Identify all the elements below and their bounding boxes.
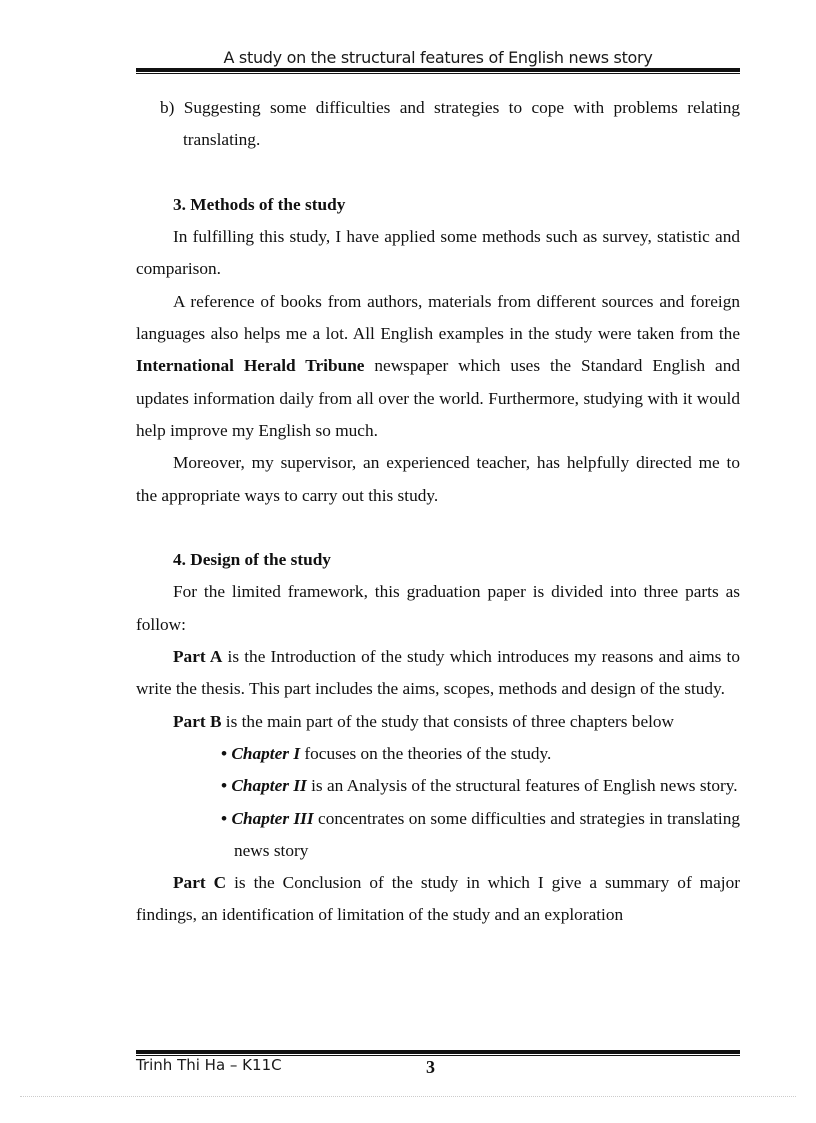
footer-author: Trinh Thi Ha – K11C: [136, 1056, 282, 1074]
list-marker: b): [160, 98, 175, 117]
paragraph-part-c: Part C is the Conclusion of the study in which I give a summary of major findings, an identification of limitation of the study and an exploration: [136, 873, 740, 925]
running-header: A study on the structural features of English news story: [223, 48, 653, 67]
paragraph-part-a: Part A is the Introduction of the study which introduces my reasons and aims to write the thesis. This part includes the aims, scopes, methods and design of the study.: [136, 647, 740, 699]
paragraph: Moreover, my supervisor, an experienced teacher, has helpfully directed me to the appropriate ways to carry out this study.: [136, 453, 740, 505]
paragraph-part-b: Part B is the main part of the study that consists of three chapters below: [173, 711, 675, 731]
paragraph: A reference of books from authors, materials from different sources and foreign languages also helps me a lot. All English examples in the study were taken from the International Herald Tribune newspaper which uses the Standard English and updates information daily from all over the world. Furthermore, studying with it would help improve my English so much.: [136, 291, 740, 440]
paragraph: In fulfilling this study, I have applied some methods such as survey, statistic and comparison.: [136, 227, 740, 279]
newspaper-name: International Herald Tribune: [136, 356, 365, 376]
header-rule: [136, 68, 740, 74]
bullet-icon: •: [221, 743, 228, 763]
section-heading-methods: 3. Methods of the study: [173, 194, 346, 214]
bullet-item: • Chapter I focuses on the theories of the study.: [221, 743, 552, 763]
list-item-b: [136, 92, 740, 157]
section-heading-design: 4. Design of the study: [173, 550, 331, 570]
page-edge-dotted-line: [20, 1096, 796, 1097]
page-number: 3: [426, 1057, 435, 1077]
bullet-icon: •: [221, 776, 228, 796]
paragraph: For the limited framework, this graduation paper is divided into three parts as follow:: [136, 582, 740, 634]
bullet-item: • Chapter III concentrates on some difficulties and strategies in translating news story: [221, 808, 740, 860]
page-body: [136, 92, 740, 932]
bullet-icon: •: [221, 808, 228, 828]
list-item-text: Suggesting some difficulties and strategies to cope with problems relating translating.: [183, 98, 740, 150]
bullet-item: • Chapter II is an Analysis of the structural features of English news story.: [221, 776, 738, 796]
